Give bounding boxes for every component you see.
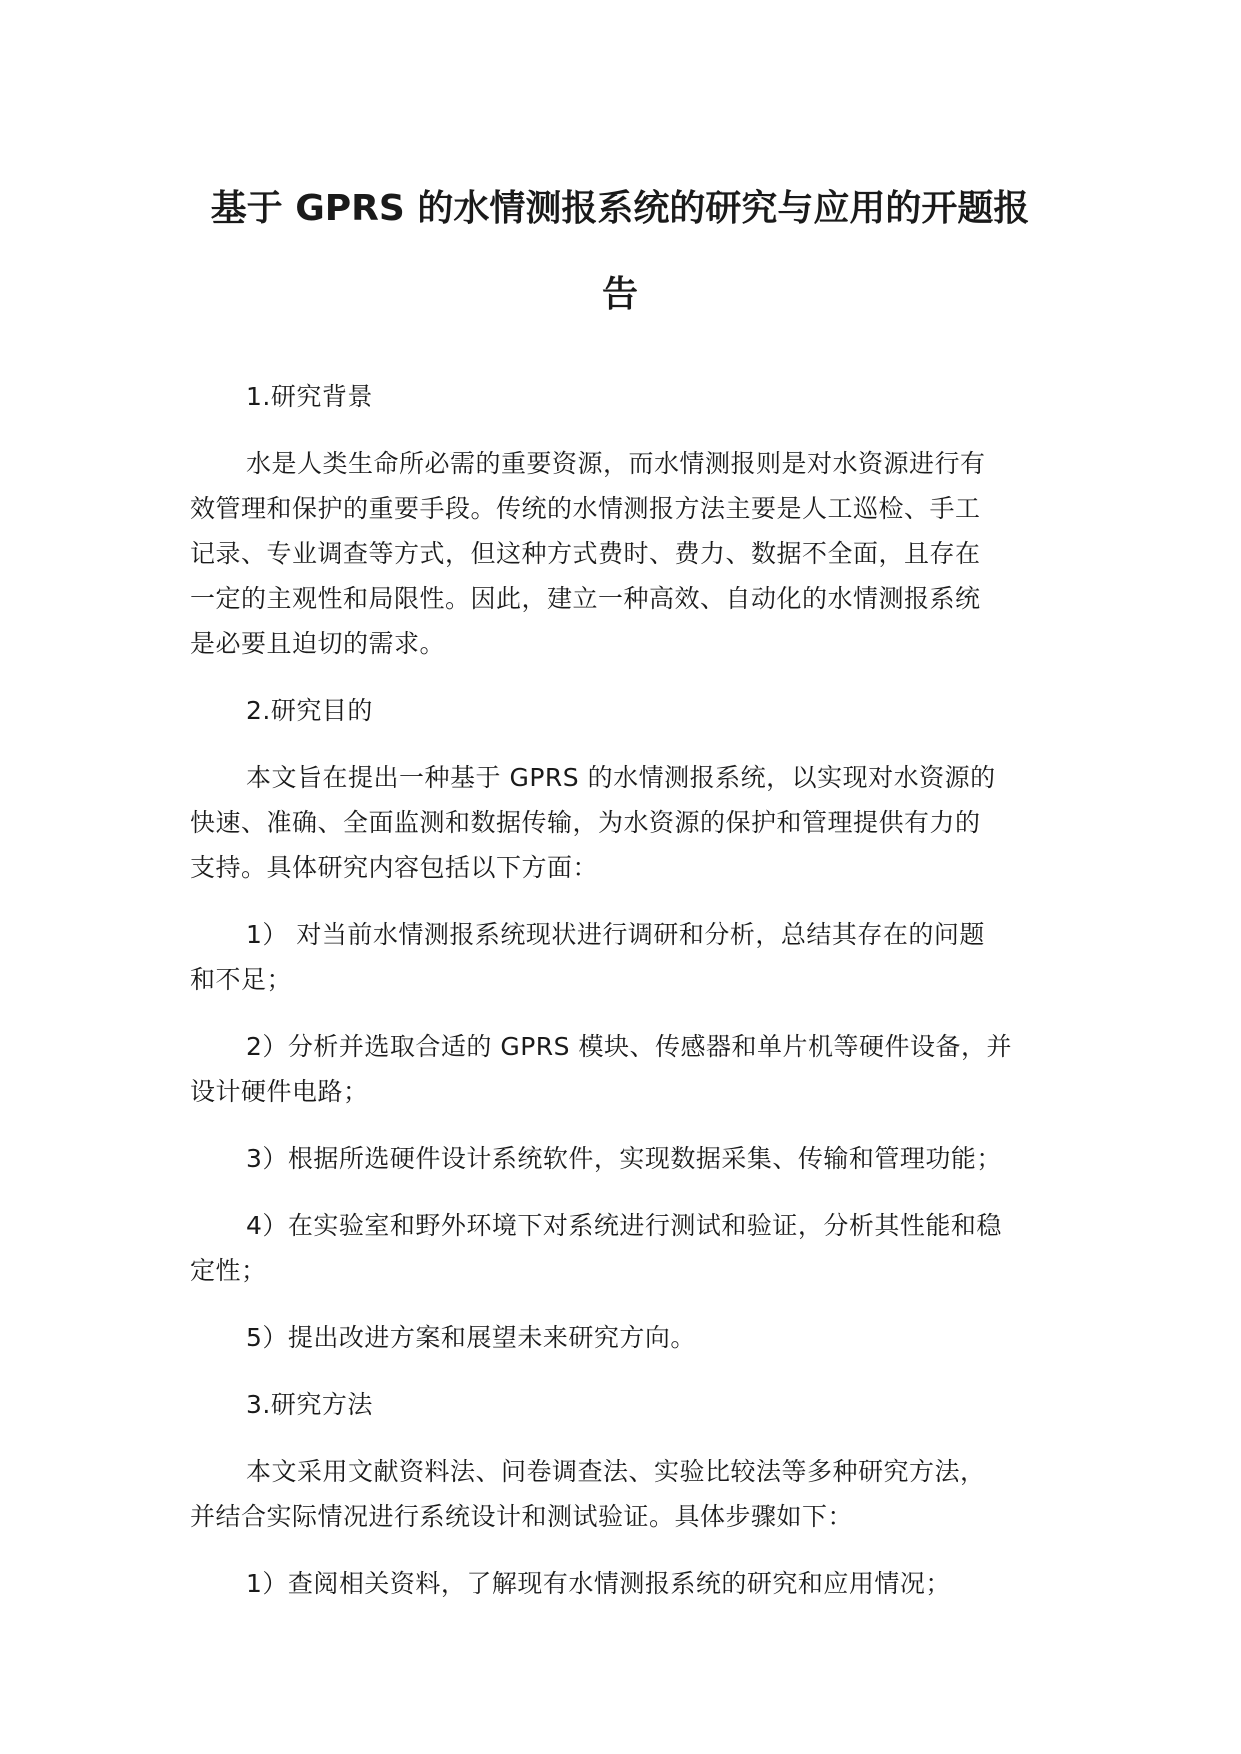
text-line: 3）根据所选硬件设计系统软件，实现数据采集、传输和管理功能； [246, 1144, 1002, 1173]
text-line: 一定的主观性和局限性。因此，建立一种高效、自动化的水情测报系统 [190, 584, 981, 613]
list-item-purpose-3 [190, 1136, 1050, 1181]
list-item-purpose-2 [190, 1024, 1050, 1114]
text-line: 5）提出改进方案和展望未来研究方向。 [246, 1323, 696, 1352]
text-line: 和不足； [190, 965, 293, 994]
document-body [190, 374, 1050, 1628]
text-line: 1）查阅相关资料，了解现有水情测报系统的研究和应用情况； [246, 1569, 951, 1598]
list-item-purpose-1 [190, 912, 1050, 1002]
section-heading-method: 3.研究方法 [246, 1390, 373, 1419]
title-line-2: 告 [601, 274, 638, 315]
text-line: 1） 对当前水情测报系统现状进行调研和分析，总结其存在的问题 [246, 920, 985, 949]
text-line: 定性； [190, 1256, 267, 1285]
text-line: 本文旨在提出一种基于 GPRS 的水情测报系统，以实现对水资源的 [246, 763, 996, 792]
list-item-purpose-5 [190, 1315, 1050, 1360]
document-title [190, 166, 1050, 338]
paragraph-background [190, 441, 1050, 666]
text-line: 效管理和保护的重要手段。传统的水情测报方法主要是人工巡检、手工 [190, 494, 981, 523]
paragraph-purpose [190, 755, 1050, 890]
list-item-method-1 [190, 1561, 1050, 1606]
text-line: 是必要且迫切的需求。 [190, 629, 446, 658]
text-line: 支持。具体研究内容包括以下方面： [190, 853, 599, 882]
text-line: 设计硬件电路； [190, 1077, 369, 1106]
text-line: 本文采用文献资料法、问卷调查法、实验比较法等多种研究方法， [246, 1457, 986, 1486]
text-line: 4）在实验室和野外环境下对系统进行测试和验证，分析其性能和稳 [246, 1211, 1002, 1240]
text-line: 并结合实际情况进行系统设计和测试验证。具体步骤如下： [190, 1502, 854, 1531]
list-item-purpose-4 [190, 1203, 1050, 1293]
text-line: 快速、准确、全面监测和数据传输，为水资源的保护和管理提供有力的 [190, 808, 981, 837]
section-heading-purpose: 2.研究目的 [246, 696, 373, 725]
text-line: 2）分析并选取合适的 GPRS 模块、传感器和单片机等硬件设备，并 [246, 1032, 1012, 1061]
section-heading-background: 1.研究背景 [246, 382, 373, 411]
text-line: 水是人类生命所必需的重要资源，而水情测报则是对水资源进行有 [246, 449, 986, 478]
paragraph-method [190, 1449, 1050, 1539]
text-line: 记录、专业调查等方式，但这种方式费时、费力、数据不全面，且存在 [190, 539, 981, 568]
title-line-1: 基于 GPRS 的水情测报系统的研究与应用的开题报 [210, 188, 1030, 229]
